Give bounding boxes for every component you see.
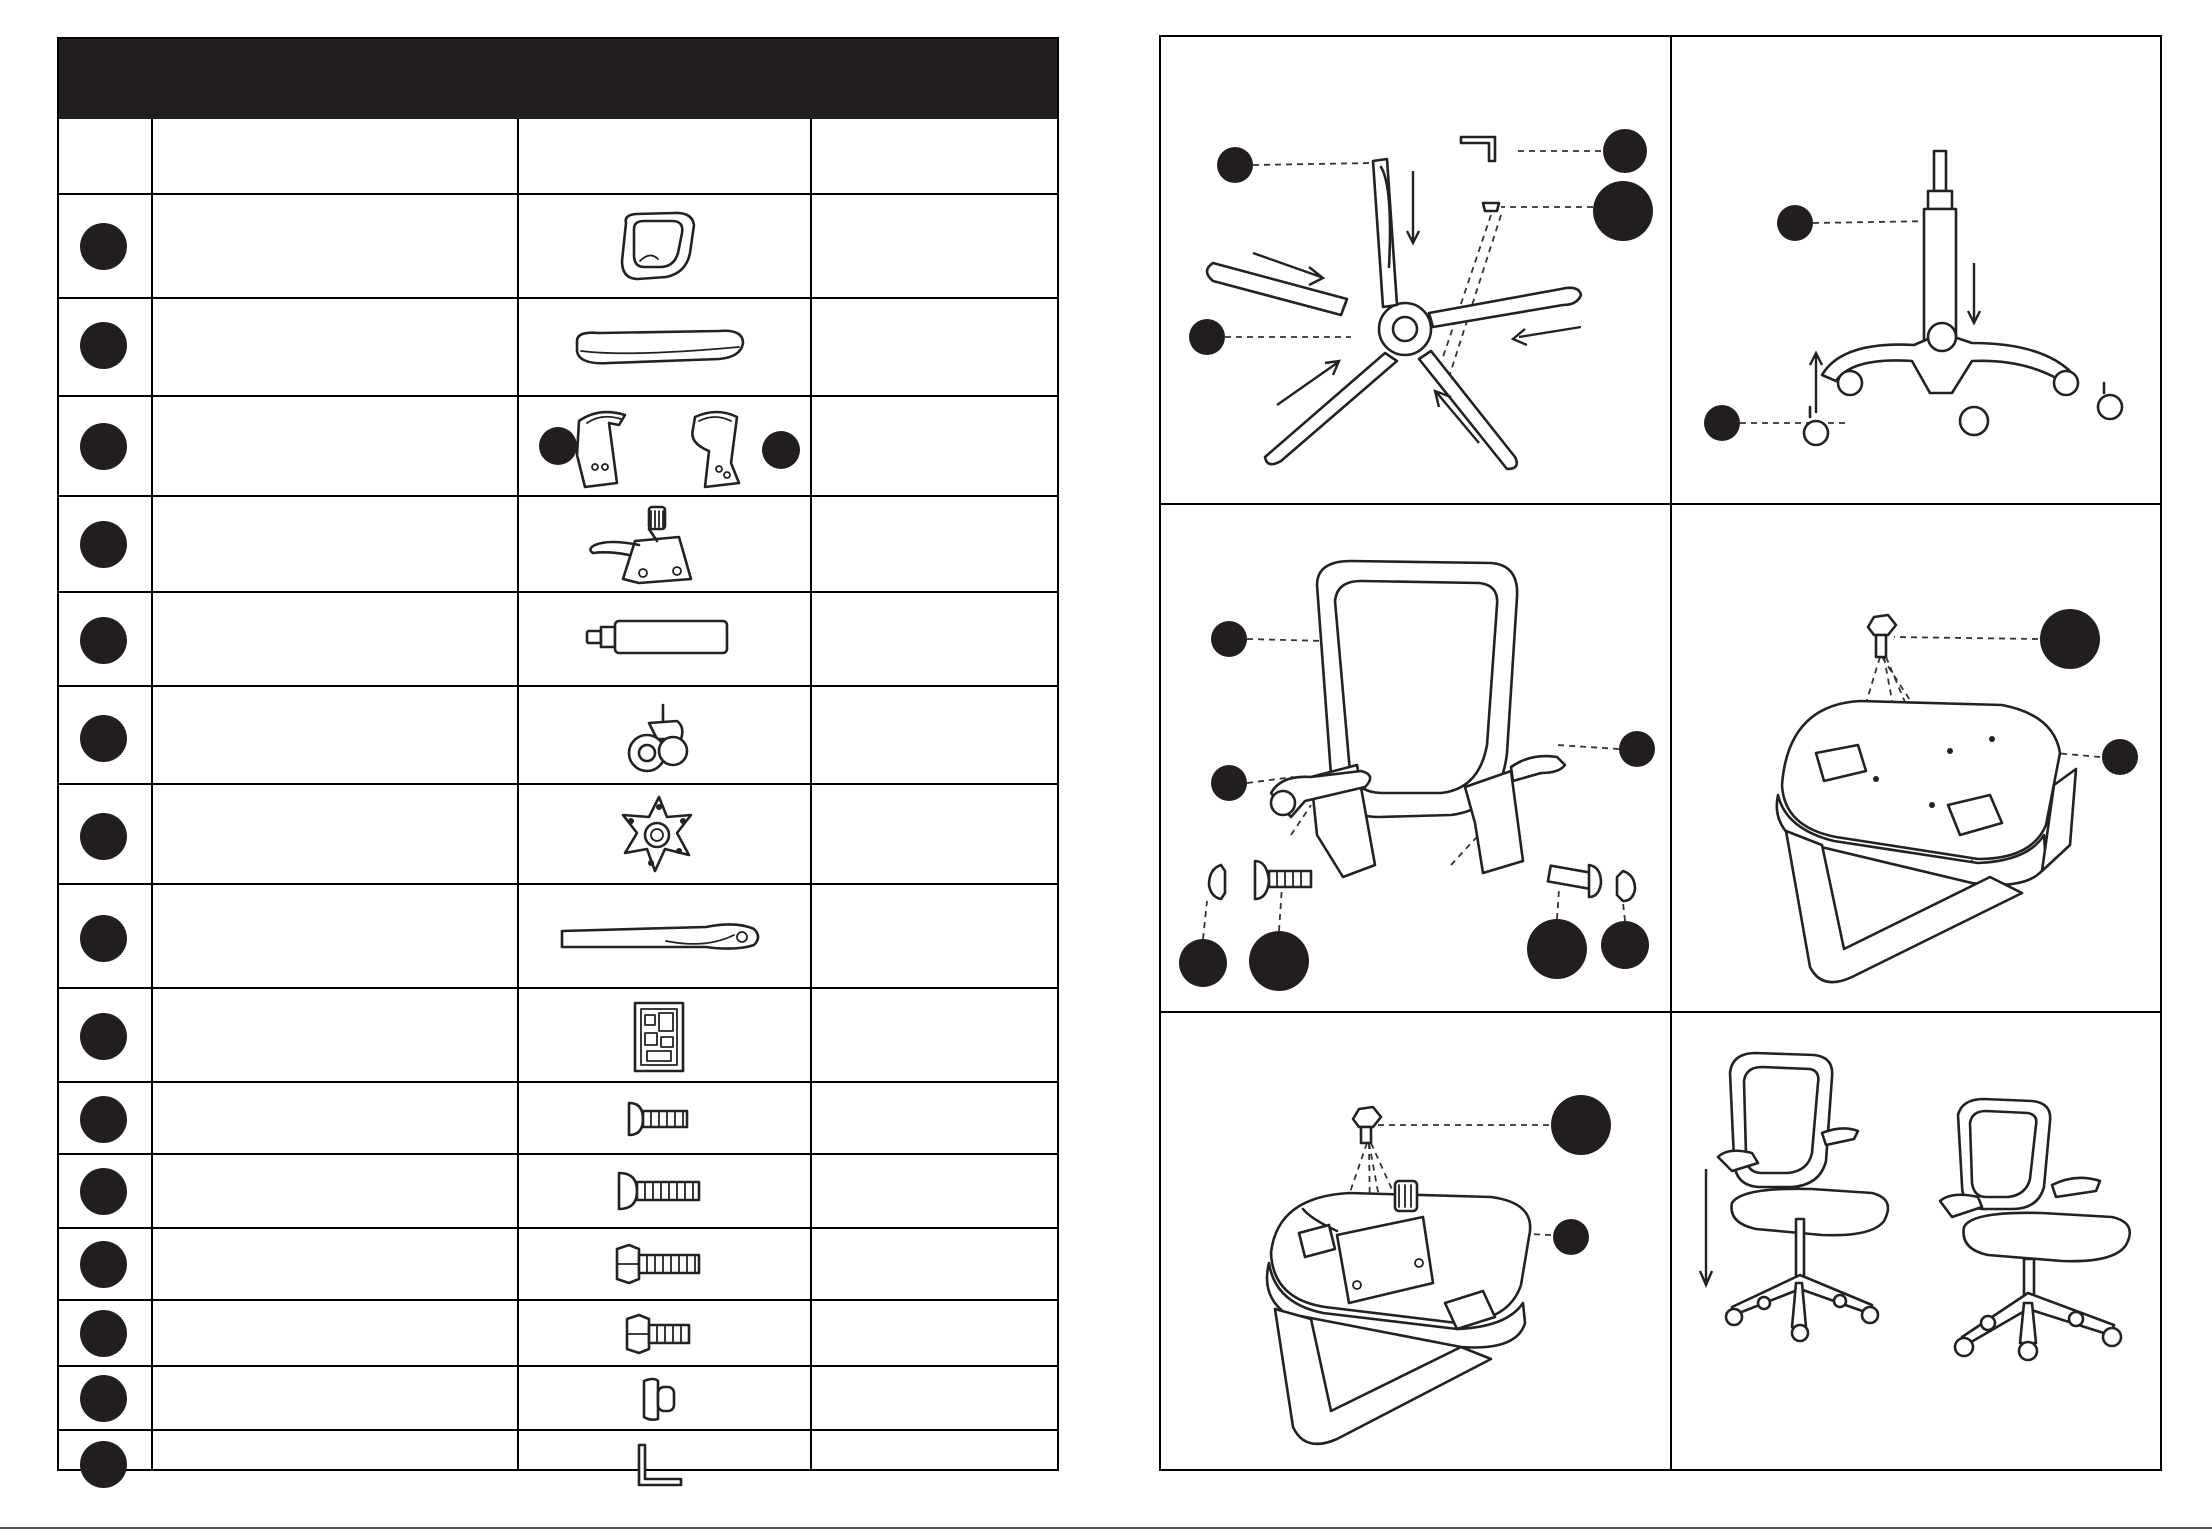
part-number-badge [80,715,127,762]
step-panel-5 [1161,1013,1672,1471]
table-row [59,1229,1057,1301]
callout-badge [1211,621,1247,657]
long-bolt-icon [509,1167,809,1215]
callout-badge [1553,1219,1589,1255]
callout-badge [1777,205,1813,241]
part-number-badge [80,1441,127,1488]
callout-badge [1551,1095,1611,1155]
armrest-pair-icon [509,403,809,495]
callout-badge [2040,609,2100,669]
table-row [59,1431,1057,1497]
table-row [59,299,1057,397]
flange-bolt-short-icon [509,1309,809,1359]
instruction-card-icon [509,999,809,1075]
table-header-row [59,119,1057,195]
step-panel-1 [1161,37,1672,505]
short-bolt-icon [509,1095,809,1143]
callout-badge [1527,919,1587,979]
gas-cylinder-icon [509,613,809,663]
table-row [59,1155,1057,1229]
assembly-steps-grid [1159,35,2162,1471]
part-number-badge [80,1168,127,1215]
callout-badge [1217,147,1253,183]
part-number-badge [80,322,127,369]
part-number-badge [80,1096,127,1143]
base-hub-icon [509,791,809,879]
table-row [59,497,1057,593]
caster-wheel-icon [509,697,809,777]
callout-badge [1704,405,1740,441]
table-title-bar [59,39,1057,119]
callout-badge [1179,939,1227,987]
armrest-attachment-illustration [1161,505,1670,1011]
part-number-badge [80,1310,127,1357]
part-number-badge [80,1375,127,1422]
page-bottom-rule [0,1527,2212,1529]
part-number-badge [80,1013,127,1060]
callout-badge [1619,731,1655,767]
seat-cushion-icon [509,321,809,373]
part-number-badge [80,1241,127,1288]
step-panel-6 [1672,1013,2162,1471]
part-number-badge [80,223,127,270]
table-row [59,593,1057,687]
part-number-badge [80,915,127,962]
table-row [59,397,1057,497]
table-row [59,885,1057,989]
table-row [59,1083,1057,1155]
cylinder-and-casters-illustration [1672,37,2162,503]
step-panel-2 [1672,37,2162,505]
callout-badge [1211,765,1247,801]
table-row [59,1301,1057,1367]
callout-badge [1603,129,1647,173]
tilt-mechanism-icon [509,501,809,589]
base-leg-icon [509,917,809,961]
table-row [59,785,1057,885]
table-row [59,195,1057,299]
parts-table [57,37,1059,1471]
part-number-badge [80,617,127,664]
completed-chair-illustration [1672,1013,2162,1469]
part-number-badge [80,813,127,860]
seat-underside-illustration [1672,505,2162,1011]
base-assembly-illustration [1161,37,1670,503]
callout-badge [2102,739,2138,775]
callout-badge [1189,319,1225,355]
part-number-badge [80,521,127,568]
step-panel-4 [1672,505,2162,1013]
plastic-cap-icon [509,1373,809,1425]
callout-badge [1601,921,1649,969]
backrest-icon [509,209,809,285]
callout-badge [1593,181,1653,241]
callout-badge [1249,931,1309,991]
allen-key-icon [509,1441,809,1489]
mechanism-attachment-illustration [1161,1013,1670,1469]
table-row [59,687,1057,785]
step-panel-3 [1161,505,1672,1013]
flange-bolt-long-icon [509,1239,809,1289]
table-row [59,989,1057,1083]
table-row [59,1367,1057,1431]
part-number-badge [80,423,127,470]
